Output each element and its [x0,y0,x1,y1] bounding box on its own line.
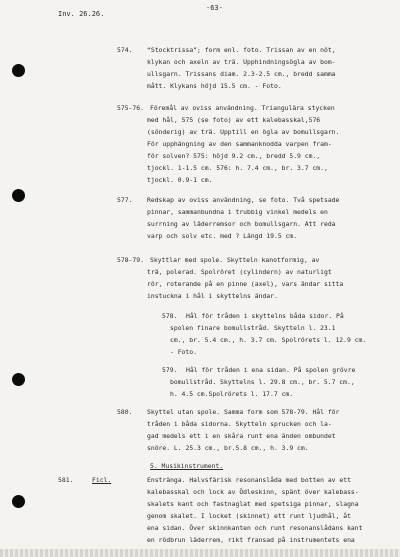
entry-line: surrning av läderremsor och bomullsgarn. Att reda [147,220,336,228]
punch-hole [12,373,25,386]
entry-line: Skyttlar med spole. Skytteln kanotformig, av [150,256,320,264]
entry-number: 581. [58,476,74,484]
entry-line: - Foto. [170,348,197,356]
entry-line: skalets kant och fastnaglat med spetsiga pinnar, slagna [147,500,359,508]
entry-line: cm., br. 5.4 cm., h. 3.7 cm. Spolrörets l. 12.9 cm. [170,336,367,344]
punch-hole [12,64,25,77]
entry-line: spolen finare bomullstråd. Skytteln l. 23.1 [170,324,336,332]
entry-line: Hål för tråden i ena sidan. På spolen grövre [186,366,356,374]
entry-line: “Stocktrissa”; form enl. foto. Trissan av en nöt, [147,46,336,54]
entry-line: Hål för tråden i skyttelns båda sidor. På [186,312,344,320]
entry-line: klykan och axeln av trä. Upphindningsögla av bom- [147,58,336,66]
entry-number: 577. [117,196,133,204]
punch-hole [12,495,25,508]
entry-line: Föremål av oviss användning. Triangulära stycken [150,104,335,112]
section-heading: 5. Musikinstrument. [150,462,224,470]
page-bottom-edge [0,549,400,557]
entry-line: pinnar, sammanbundna i trubbig vinkel medels en [147,208,328,216]
entry-line: instuckna i hål i skyttelns ändar. [147,292,278,300]
entry-number: 575-76. [117,104,144,112]
entry-line: mått. Klykans höjd 15.5 cm. - Foto. [147,82,282,90]
entry-line: ullsgarn. Trissans diam. 2.3-2.5 cm., bredd samma [147,70,336,78]
entry-number: 578. [162,312,178,320]
entry-line: trä, polerad. Spolröret (cylindern) av naturligt [147,268,332,276]
inventory-number: Inv. 26.26. [58,10,105,18]
entry-line: bomullstråd. Skyttelns l. 29.8 cm., br. 5.7 cm., [170,378,355,386]
entry-line: snöre. L. 25.3 cm., br.5.8 cm., h. 3.9 cm. [147,444,309,452]
entry-line: med hål, 575 (se foto) av ett kalebasskal,576 [147,116,321,124]
entry-line: tråden i båda sidorna. Skytteln sprucken och la- [147,420,332,428]
entry-number: 579. [162,366,178,374]
entry-line: gad medels ett i en skåra runt ena änden ombundet [147,432,336,440]
entry-number: 580. [117,408,133,416]
entry-line: rör, roterande på en pinne (axel), vars ändar sitta [147,280,344,288]
entry-number: 574. [117,46,133,54]
entry-line: Redskap av oviss användning, se foto. Två spetsade [147,196,340,204]
entry-line: För upphängning av den sammanknodda varpen fram- [147,140,332,148]
entry-line: en rödbrun läderrem, rikt fransad på instrumentets ena [147,536,355,544]
entry-line: tjockl. 0.9-1 cm. [147,176,213,184]
entry-number: 578-79. [117,256,144,264]
object-type: Ficl. [92,476,112,484]
entry-line: kalebasskal och lock av Ödleskinn, spänt över kalebass- [147,488,359,496]
entry-line: tjockl. 1-1.5 cm. 576: h. 7.4 cm., br. 3.7 cm., [147,164,328,172]
entry-line: h. 4.5 cm.Spolrörets l. 17.7 cm. [170,390,294,398]
entry-line: genom skalet. I locket (skinnet) ett runt ljudhål, åt [147,512,351,520]
entry-line: Skyttel utan spole. Samma form som 578-79. Hål för [147,408,340,416]
page-number: -63- [206,4,223,12]
entry-line: ena sidan. Över skinnkanten och runt resonanslådans kant [147,524,363,532]
entry-line: för solven? 575: höjd 9.2 cm., bredd 5.9 cm., [147,152,321,160]
entry-line: (sönderig) av trä. Upptill en ögla av bomullsgarn. [147,128,340,136]
entry-line: varp och solv etc. med ? Längd 19.5 cm. [147,232,298,240]
punch-hole [12,189,25,202]
entry-line: Enstränga. Halvsfärisk resonanslåda med botten av ett [147,476,351,484]
